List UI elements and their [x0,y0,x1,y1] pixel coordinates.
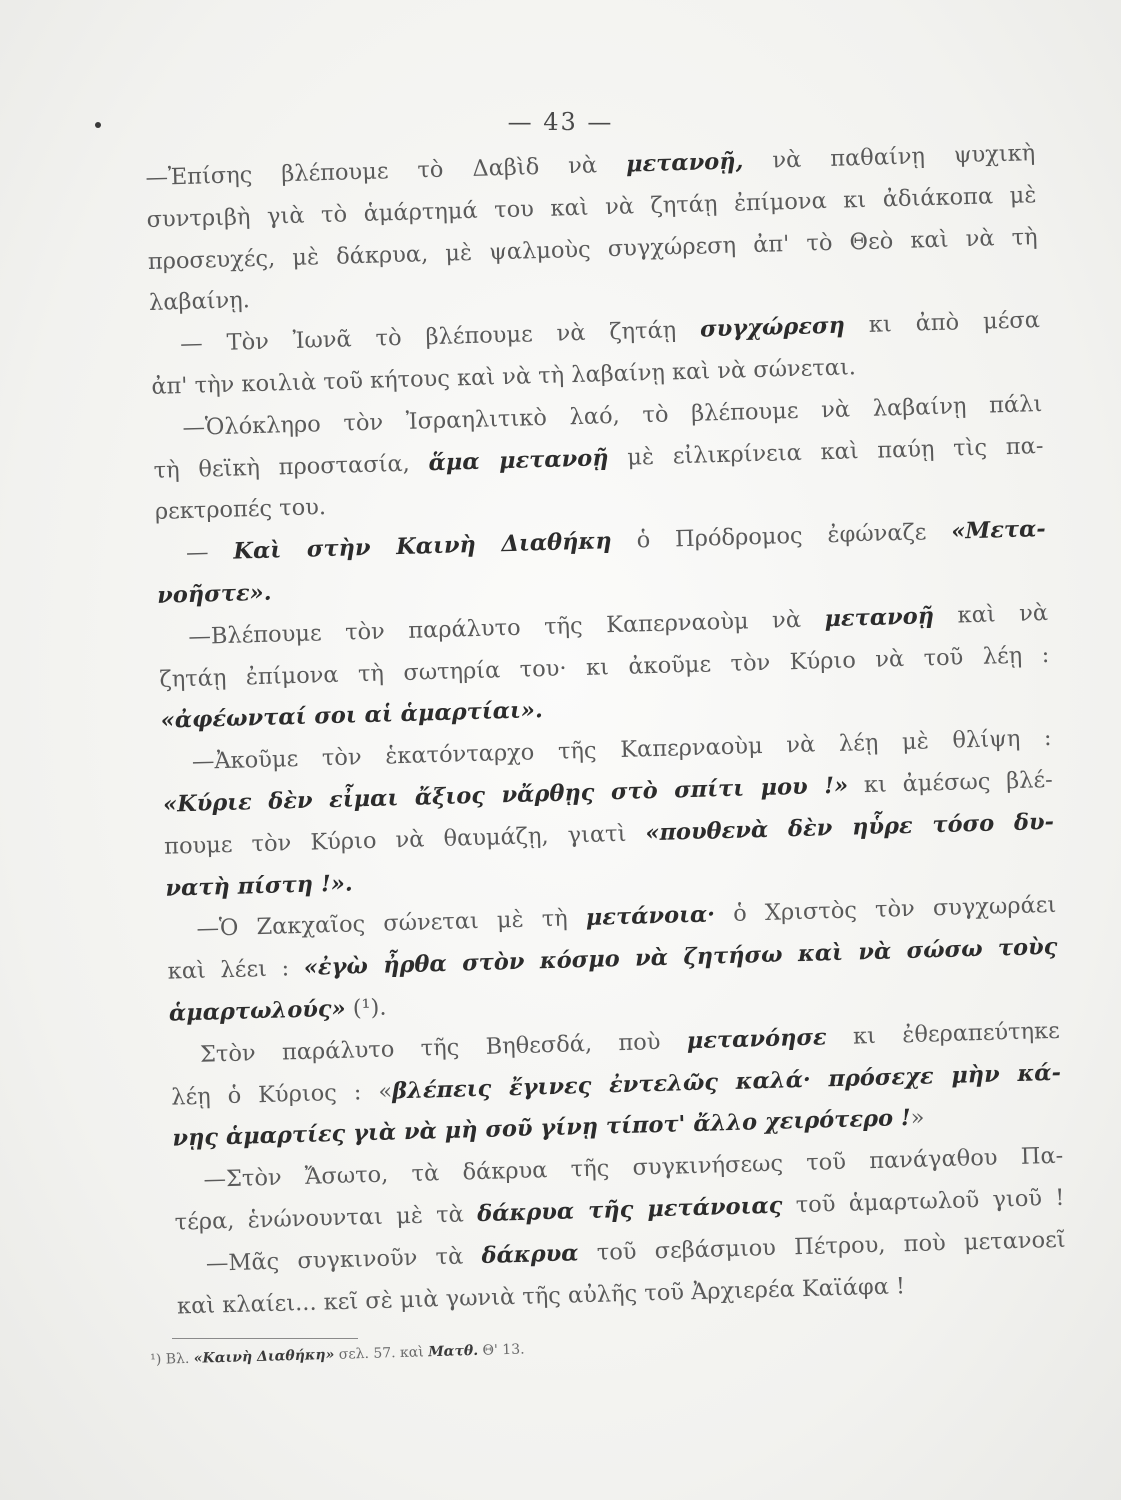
text-line: ἀπ' τὴν κοιλιὰ τοῦ κήτους καὶ νὰ τὴ λαβαίνῃ καὶ νὰ σώνεται. [151,354,857,400]
text-line: λέῃ ὁ Κύριος : «βλέπεις ἔγινες ἐντελῶς καλά· πρόσεχε μὴν κά- [170,1059,1062,1111]
text-line: ρεκτροπές του. [154,494,327,526]
text-line: καὶ κλαίει... κεῖ σὲ μιὰ γωνιὰ τῆς αὐλῆς τοῦ Ἀρχιερέα Καϊάφα ! [176,1272,906,1320]
text-line: τέρα, ἑνώνουνται μὲ τὰ δάκρυα τῆς μετάνοιας τοῦ ἁμαρτωλοῦ γιοῦ ! [174,1184,1065,1236]
emphasis-text: «ἐγὼ ἦρθα στὸν κόσμο νὰ ζητήσω καὶ νὰ σώσω τοὺς [303,933,1058,982]
emphasis-text: μετανοῇ [824,602,935,632]
emphasis-text: «πουθενὰ δὲν ηὗρε τόσο δυ- [645,808,1055,847]
emphasis-text: μετανόησε [686,1024,828,1054]
text-line: —Ὁλόκληρο τὸν Ἰσραηλιτικὸ λαό, τὸ βλέπουμε νὰ λαβαίνῃ πάλι [182,390,1043,441]
emphasis-text: βλέπεις ἔγινες ἐντελῶς καλά· πρόσεχε μὴν κά- [391,1059,1062,1104]
text-line: —Στὸν Ἄσωτο, τὰ δάκρυα τῆς συγκινήσεως τοῦ πανάγαθου Πα- [203,1142,1064,1193]
text-line: Στὸν παράλυτο τῆς Βηθεσδά, ποὺ μετανόησε κι ἐθεραπεύτηκε [199,1017,1061,1068]
text-line: —Ὁ Ζακχαῖος σώνεται μὲ τὴ μετάνοια· ὁ Χριστὸς τὸν συγχωράει [196,892,1057,943]
text-line: —Ἀκοῦμε τὸν ἑκατόνταρχο τῆς Καπερναοὺμ νὰ λέῃ μὲ θλίψη : [191,725,1052,776]
emphasis-text: «Καινὴ Διαθήκη» [193,1346,335,1367]
text-line: πουμε τὸν Κύριο νὰ θαυμάζῃ, γιατὶ «πουθενὰ δὲν ηὗρε τόσο δυ- [163,808,1055,860]
emphasis-text: δάκρυα [481,1240,579,1269]
page-body-text [145,133,1067,1328]
emphasis-text: νοῆστε». [156,579,272,609]
text-line: —Ἐπίσης βλέπουμε τὸ Δαβὶδ νὰ μετανοῇ, νὰ παθαίνῃ ψυχικὴ [145,140,1036,191]
footnote: ¹) Βλ. «Καινὴ Διαθήκη» σελ. 57. καὶ Ματθ. Θ' 13. [150,1341,525,1368]
text-line: προσευχές, μὲ δάκρυα, μὲ ψαλμοὺς συγχώρεση ἀπ' τὸ Θεὸ καὶ νὰ τὴ [147,223,1038,275]
emphasis-text: ἅμα μετανοῇ [428,444,609,476]
text-line: — Τὸν Ἰωνᾶ τὸ βλέπουμε νὰ ζητάῃ συγχώρεση κι ἀπὸ μέσα [179,307,1041,358]
text-line: τὴ θεϊκὴ προστασία, ἅμα μετανοῇ μὲ εἰλικρίνεια καὶ παύῃ τὶς πα- [153,432,1044,484]
emphasis-text: «Κύριε δὲν εἶμαι ἄξιος νἄρθῃς στὸ σπίτι μου !» [162,772,849,818]
text-line: καὶ λέει : «ἐγὼ ἦρθα στὸν κόσμο νὰ ζητήσω καὶ νὰ σώσω τοὺς [167,933,1058,985]
text-line: «Κύριε δὲν εἶμαι ἄξιος νἄρθῃς στὸ σπίτι μου !» κι ἀμέσως βλέ- [162,766,1054,818]
emphasis-text: Ματθ. [427,1342,479,1361]
text-line: —Βλέπουμε τὸν παράλυτο τῆς Καπερναοὺμ νὰ μετανοῇ καὶ νὰ [188,599,1049,650]
emphasis-text: συγχώρεση [699,312,846,343]
emphasis-text: μετανοῇ, [625,148,744,178]
text-line: ζητάῃ ἐπίμονα τὴ σωτηρία του· κι ἀκοῦμε τὸν Κύριο νὰ τοῦ λέῃ : [159,641,1050,693]
text-line: λαβαίνῃ. [148,287,251,317]
emphasis-text: Καὶ στὴν Καινὴ Διαθήκη [233,528,613,565]
emphasis-text: «ἀφέωνταί σοι αἱ ἁμαρτίαι». [160,697,544,735]
emphasis-text: νατὴ πίστη !». [165,870,354,902]
emphasis-text: «Μετα- [950,516,1047,545]
text-line: —Μᾶς συγκινοῦν τὰ δάκρυα τοῦ σεβάσμιου Πέτρου, ποὺ μετανοεῖ [205,1226,1066,1277]
text-line: συντριβὴ γιὰ τὸ ἁμάρτημά του καὶ νὰ ζητάῃ ἐπίμονα κι ἀδιάκοπα μὲ [146,181,1037,233]
emphasis-text: δάκρυα τῆς μετάνοιας [476,1192,783,1228]
text-line: νῃς ἁμαρτίες γιὰ νὰ μὴ σοῦ γίνῃ τίποτ' ἄλλο χειρότερο !» [172,1104,925,1152]
text-line: ἁμαρτωλούς» (¹). [168,994,387,1027]
text-line: — Καὶ στὴν Καινὴ Διαθήκη ὁ Πρόδρομος ἐφώναζε «Μετα- [185,516,1047,567]
emphasis-text: ἁμαρτωλούς» [168,995,346,1027]
emphasis-text: νῃς ἁμαρτίες γιὰ νὰ μὴ σοῦ γίνῃ τίποτ' ἄλλο χειρότερο ! [172,1105,912,1152]
emphasis-text: μετάνοια· [585,901,716,932]
footnote-rule [172,1338,358,1339]
page-number: — 43 — [507,108,614,136]
